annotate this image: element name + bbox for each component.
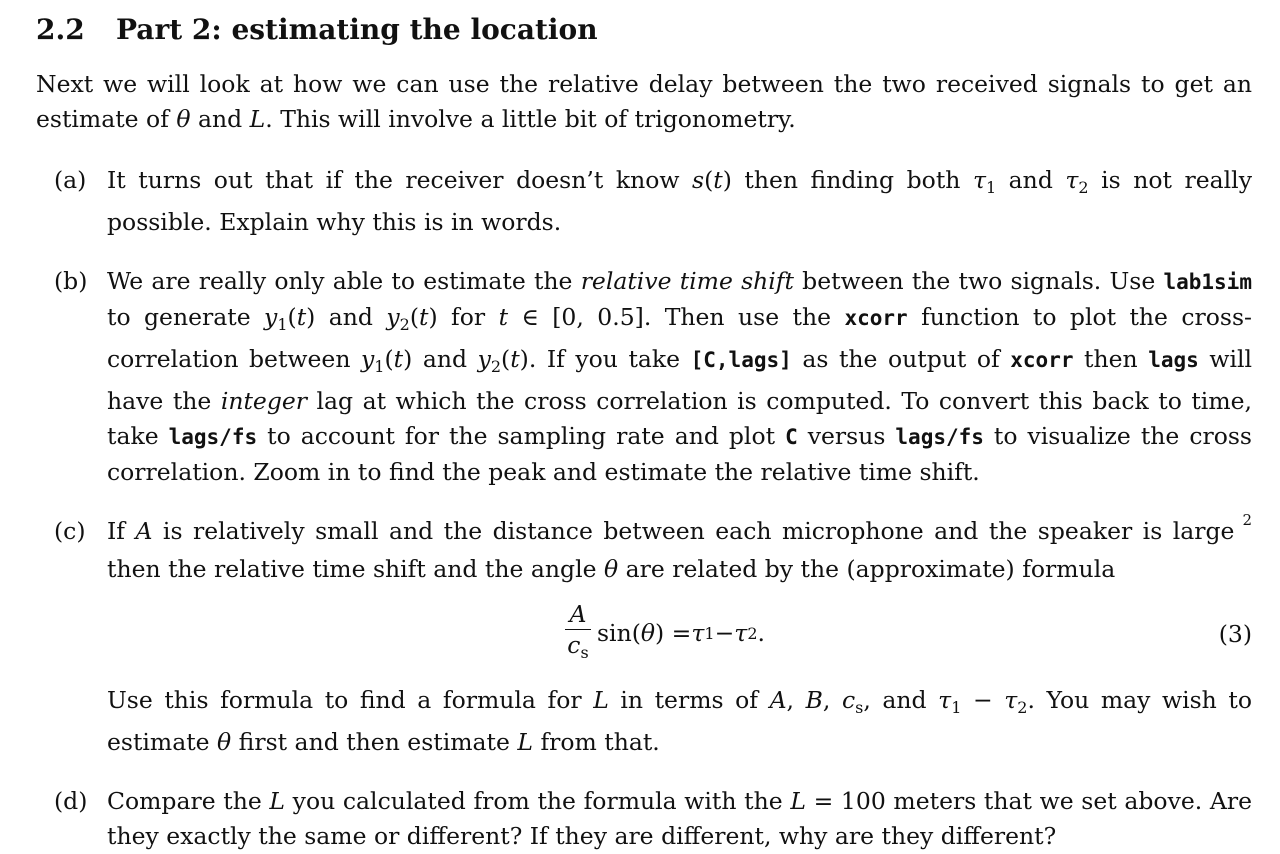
code-c-lags: [C,lags] xyxy=(690,348,792,372)
document-page xyxy=(36,10,1252,854)
equation-3 xyxy=(107,597,1252,675)
list-item-a xyxy=(36,163,1252,240)
section-number: 2.2 xyxy=(36,13,85,46)
code-lab1sim: lab1sim xyxy=(1163,270,1252,294)
code-xcorr-2: xcorr xyxy=(1010,348,1074,372)
list-item-c xyxy=(36,511,1253,760)
item-label-b: (b) xyxy=(54,267,88,295)
code-c: C xyxy=(785,425,798,449)
item-text-b: We are really only able to estimate the relative time shift between the two signals. Use lab1sim to generate $y_1(t)$ and $y_2(t)$ for t ∈ [0, 0.5]. Then use the xcorr function to plot the cross-correlation between $y_1(t)$ and $y_2(t)$. If you take [C,lags] as the output of xcorr then lags will have the integer lag at which the cross correlation is computed. To convert this back to time, take lags/fs to account for the sampling rate and plot C versus lags/fs to visualize the cross correlation. Zoom in to find the peak and estimate the relative time shift. xyxy=(107,267,1252,486)
equation-body: $\frac{A}{c_s}$ sin( θ ) = τ 1 − τ 2 . xyxy=(565,597,765,669)
code-lags-fs: lags/fs xyxy=(168,425,258,449)
intro-paragraph: Next we will look at how we can use the relative delay between the two received signals to get an estimate of θ and L. This will involve a little bit of trigonometry. xyxy=(36,70,1252,133)
section-heading xyxy=(36,10,1252,50)
list-item-d xyxy=(36,784,1252,854)
section-title: Part 2: estimating the location xyxy=(116,13,598,46)
code-xcorr: xcorr xyxy=(844,306,908,330)
item-text-a: It turns out that if the receiver doesn’t know s(t) then finding both $\tau_1$ and $\tau_2$ is not really possible. Explain why this is in words. xyxy=(107,166,1252,236)
list-item-b xyxy=(36,264,1252,490)
item-label-d: (d) xyxy=(54,787,88,815)
equation-number: (3) xyxy=(1218,620,1252,648)
footnote-marker: 2 xyxy=(1242,511,1253,529)
item-label-a: (a) xyxy=(54,166,87,194)
fraction: $\frac{A}{c_s}$ xyxy=(565,599,591,668)
item-label-c: (c) xyxy=(54,517,86,545)
item-text-d: Compare the L you calculated from the formula with the L = 100 meters that we set above. Are they exactly the same or different? If they are different, why are they different? xyxy=(107,787,1252,850)
item-text-c: If A is relatively small and the distance between each microphone and the speaker is large $^2$ then the relative time shift and the angle θ are related by the (approximate) formula xyxy=(107,511,1253,583)
code-lags: lags xyxy=(1148,348,1199,372)
code-lags-fs-2: lags/fs xyxy=(895,425,984,449)
item-text-c-followup: Use this formula to find a formula for L in terms of A, B, $c_s$, and $\tau_1 - \tau_2$. You may wish to estimate θ first and then estimate L from that. xyxy=(107,686,1252,756)
